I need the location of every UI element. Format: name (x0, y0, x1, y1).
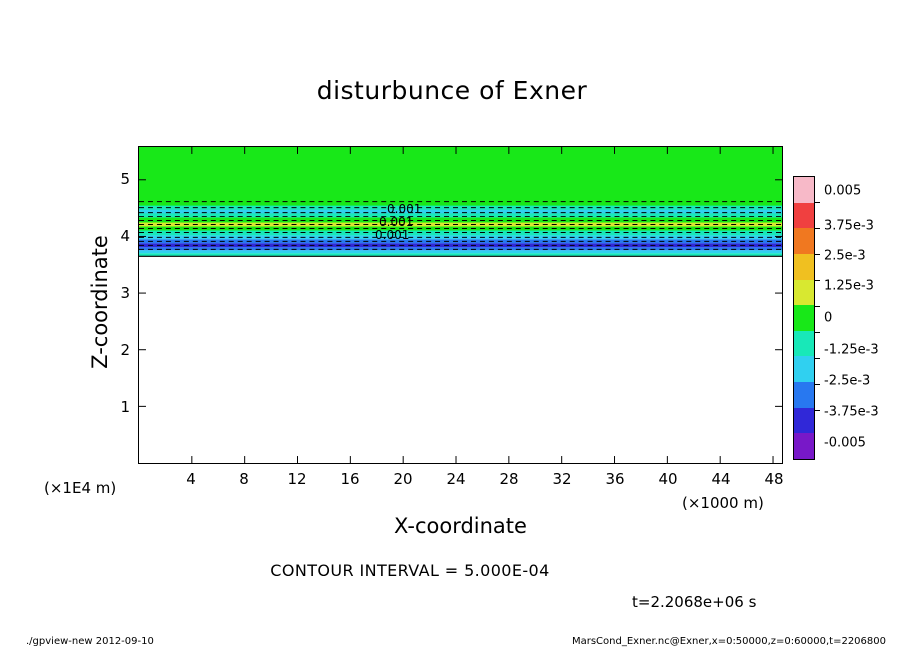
colorbar-swatch (794, 177, 814, 203)
plot-area (138, 146, 783, 464)
contour-label: 0.001 (387, 202, 422, 216)
x-tick-label: 44 (711, 470, 731, 488)
contour-label: 0.001 (379, 215, 414, 229)
colorbar-tick-label: 0.005 (824, 183, 862, 199)
footer-left-text: ./gpview-new 2012-09-10 (26, 636, 154, 647)
colorbar-tick-label: -3.75e-3 (824, 404, 879, 420)
x-tick-label: 4 (186, 470, 196, 488)
colorbar-swatch (794, 356, 814, 382)
colorbar-swatch (794, 203, 814, 229)
y-tick-label: 4 (120, 227, 130, 245)
colorbar-swatch (794, 382, 814, 408)
colorbar-tick-label: 2.5e-3 (824, 248, 866, 264)
colorbar-tick-label: -0.005 (824, 435, 866, 451)
colorbar-tick-label: 1.25e-3 (824, 278, 874, 294)
colorbar-swatch (794, 228, 814, 254)
x-tick-label: 32 (552, 470, 572, 488)
x-tick-label: 40 (658, 470, 678, 488)
contour-label: 0.001 (375, 228, 410, 242)
time-label: t=2.2068e+06 s (632, 593, 757, 611)
y-tick-label: 3 (120, 284, 130, 302)
colorbar-swatch (794, 331, 814, 357)
y-axis-unit: (×1E4 m) (44, 479, 117, 497)
y-tick-label: 2 (120, 341, 130, 359)
x-axis-unit: (×1000 m) (682, 494, 764, 512)
x-tick-label: 16 (340, 470, 360, 488)
x-tick-label: 28 (499, 470, 519, 488)
colorbar-tick-label: -1.25e-3 (824, 342, 879, 358)
colorbar-swatch (794, 254, 814, 280)
y-axis-title: Z-coordinate (88, 235, 112, 369)
x-tick-label: 12 (287, 470, 307, 488)
colorbar-swatch (794, 408, 814, 434)
contour-interval-label: CONTOUR INTERVAL = 5.000E-04 (270, 561, 550, 580)
colorbar-tick-label: 3.75e-3 (824, 218, 874, 234)
plot-canvas (139, 147, 782, 463)
colorbar-swatch (794, 280, 814, 306)
y-tick-label: 5 (120, 170, 130, 188)
colorbar-swatch (794, 305, 814, 331)
x-tick-label: 20 (393, 470, 413, 488)
chart-title: disturbunce of Exner (316, 76, 588, 105)
x-axis-title: X-coordinate (394, 514, 527, 538)
x-tick-label: 36 (605, 470, 625, 488)
colorbar-tick-label: 0 (824, 310, 833, 326)
x-tick-label: 24 (446, 470, 466, 488)
colorbar (793, 176, 815, 460)
colorbar-swatch (794, 433, 814, 459)
y-tick-label: 1 (120, 398, 130, 416)
x-tick-label: 48 (764, 470, 784, 488)
x-tick-label: 8 (239, 470, 249, 488)
footer-right-text: MarsCond_Exner.nc@Exner,x=0:50000,z=0:60000,t=2206800 (571, 636, 886, 647)
colorbar-tick-label: -2.5e-3 (824, 373, 871, 389)
